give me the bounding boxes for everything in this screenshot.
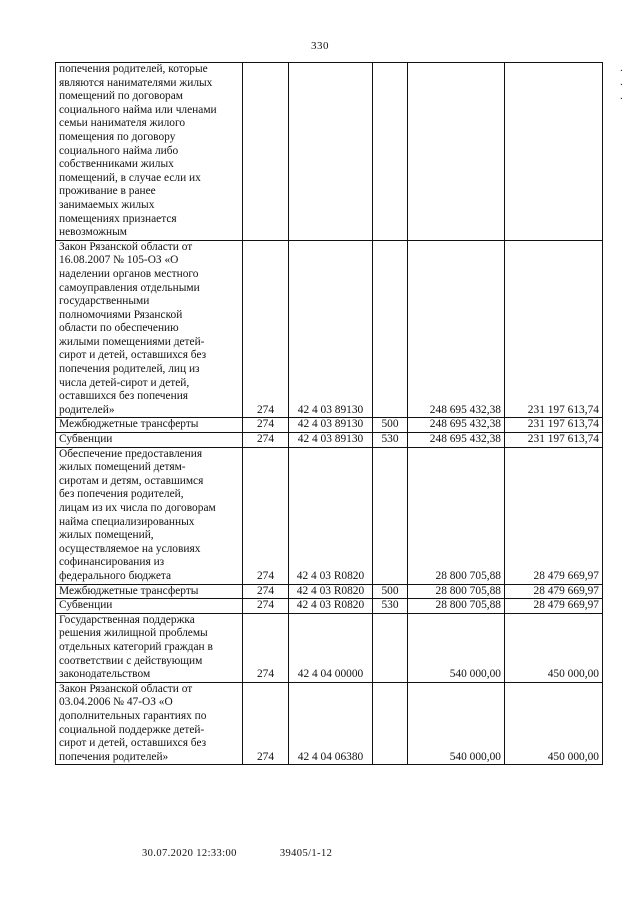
row-name-line: найма специализированных <box>59 515 195 528</box>
row-name-line: отдельных категорий граждан в <box>59 640 213 653</box>
row-name-line: Закон Рязанской области от <box>59 240 193 253</box>
table-row <box>56 584 603 599</box>
csr-cell: 42 4 03 R0820 <box>289 447 373 584</box>
ved-cell: 274 <box>243 613 289 682</box>
vr-cell: 500 <box>373 418 408 433</box>
row-name-cell <box>56 447 243 584</box>
row-name-line: Субвенции <box>59 433 113 446</box>
row-name-line: помещениях признается <box>59 212 177 225</box>
row-name-line: числа детей-сирот и детей, <box>59 376 190 389</box>
footer-timestamp: 30.07.2020 12:33:00 <box>142 848 237 859</box>
row-name-cell <box>56 613 243 682</box>
row-name-line: социальной поддержке детей- <box>59 723 205 736</box>
row-name-line: 03.04.2006 № 47-ОЗ «О <box>59 696 173 709</box>
row-name-line: проживание в ранее <box>59 185 156 198</box>
row-name-line: сирот и детей, оставшихся без <box>59 737 207 750</box>
row-name-line: жилых помещений детям- <box>59 461 186 474</box>
row-name-line: жилых помещений, <box>59 529 154 542</box>
budget-table <box>55 62 603 765</box>
row-name-line: соответствии с действующим <box>59 654 203 667</box>
row-name-cell <box>56 433 243 448</box>
sum-2021-cell <box>505 63 603 241</box>
row-name-cell <box>56 584 243 599</box>
row-name-line: полномочиями Рязанской <box>59 308 183 321</box>
row-name-line: собственниками жилых <box>59 158 174 171</box>
footer-doc-code: 39405/1-12 <box>279 848 333 859</box>
row-name-line: Обеспечение предоставления <box>59 447 203 460</box>
row-name-line: попечения родителей» <box>59 750 169 763</box>
row-name-line: сирот и детей, оставшихся без <box>59 349 207 362</box>
ved-cell: 274 <box>243 599 289 614</box>
table-row <box>56 240 603 418</box>
row-name-line: невозможным <box>59 226 127 239</box>
table-row <box>56 447 603 584</box>
row-name-line: дополнительных гарантиях по <box>59 709 207 722</box>
ved-cell: 274 <box>243 447 289 584</box>
ved-cell: 274 <box>243 418 289 433</box>
sum-2020-cell: 248 695 432,38 <box>408 240 505 418</box>
row-name-line: наделении органов местного <box>59 267 199 280</box>
row-name-cell <box>56 240 243 418</box>
table-row <box>56 613 603 682</box>
sum-2020-cell: 28 800 705,88 <box>408 599 505 614</box>
sum-2021-cell: 231 197 613,74 <box>505 433 603 448</box>
margin-marks <box>620 62 623 104</box>
row-name-line: софинансирования из <box>59 556 165 569</box>
row-name-line: Межбюджетные трансферты <box>59 584 199 597</box>
row-name-line: родителей» <box>59 403 115 416</box>
csr-cell: 42 4 03 89130 <box>289 240 373 418</box>
budget-table-body <box>56 63 603 765</box>
page-number: 330 <box>311 40 329 52</box>
sum-2020-cell <box>408 63 505 241</box>
row-name-line: Межбюджетные трансферты <box>59 418 199 431</box>
table-row <box>56 682 603 765</box>
table-row <box>56 433 603 448</box>
ved-cell: 274 <box>243 682 289 765</box>
row-name-cell <box>56 63 243 241</box>
row-name-line: лицам из их числа по договорам <box>59 502 216 514</box>
row-name-line: сиротам и детям, оставшимся <box>59 474 204 487</box>
margin-mark: . <box>620 76 623 88</box>
sum-2020-cell: 28 800 705,88 <box>408 584 505 599</box>
row-name-line: федерального бюджета <box>59 569 172 582</box>
table-row <box>56 599 603 614</box>
sum-2021-cell: 231 197 613,74 <box>505 240 603 418</box>
vr-cell <box>373 63 408 241</box>
row-name-line: семьи нанимателя жилого <box>59 117 186 130</box>
row-name-line: социального найма либо <box>59 144 179 157</box>
table-row <box>56 63 603 241</box>
row-name-line: Государственная поддержка <box>59 613 195 626</box>
row-name-line: 16.08.2007 № 105-ОЗ «О <box>59 254 179 267</box>
sum-2020-cell: 28 800 705,88 <box>408 447 505 584</box>
ved-cell <box>243 63 289 241</box>
csr-cell: 42 4 03 89130 <box>289 418 373 433</box>
row-name-line: оставшихся без попечения <box>59 390 189 403</box>
row-name-line: жилыми помещениями детей- <box>59 335 205 348</box>
row-name-line: социального найма или членами <box>59 103 217 116</box>
sum-2021-cell: 231 197 613,74 <box>505 418 603 433</box>
csr-cell <box>289 63 373 241</box>
sum-2020-cell: 248 695 432,38 <box>408 433 505 448</box>
row-name-line: являются нанимателями жилых <box>59 76 213 89</box>
sum-2021-cell: 28 479 669,97 <box>505 599 603 614</box>
vr-cell <box>373 682 408 765</box>
row-name-line: помещений, в случае если их <box>59 171 201 184</box>
vr-cell <box>373 613 408 682</box>
row-name-cell <box>56 418 243 433</box>
sum-2020-cell: 248 695 432,38 <box>408 418 505 433</box>
row-name-line: без попечения родителей, <box>59 488 184 501</box>
vr-cell: 500 <box>373 584 408 599</box>
ved-cell: 274 <box>243 433 289 448</box>
row-name-line: занимаемых жилых <box>59 198 155 211</box>
ved-cell: 274 <box>243 240 289 418</box>
csr-cell: 42 4 04 06380 <box>289 682 373 765</box>
sum-2021-cell: 28 479 669,97 <box>505 447 603 584</box>
table-row <box>56 418 603 433</box>
footer <box>142 848 372 859</box>
row-name-cell <box>56 682 243 765</box>
vr-cell: 530 <box>373 599 408 614</box>
vr-cell <box>373 447 408 584</box>
margin-mark: . <box>620 90 623 102</box>
sum-2020-cell: 540 000,00 <box>408 613 505 682</box>
csr-cell: 42 4 03 R0820 <box>289 599 373 614</box>
sum-2021-cell: 450 000,00 <box>505 613 603 682</box>
row-name-line: государственными <box>59 295 150 308</box>
sum-2020-cell: 540 000,00 <box>408 682 505 765</box>
row-name-line: самоуправления отдельными <box>59 281 200 294</box>
csr-cell: 42 4 03 89130 <box>289 433 373 448</box>
vr-cell: 530 <box>373 433 408 448</box>
row-name-cell <box>56 599 243 614</box>
csr-cell: 42 4 04 00000 <box>289 613 373 682</box>
row-name-line: Закон Рязанской области от <box>59 682 193 695</box>
vr-cell <box>373 240 408 418</box>
row-name-line: Субвенции <box>59 599 113 612</box>
row-name-line: попечения родителей, которые <box>59 63 208 75</box>
row-name-line: области по обеспечению <box>59 322 179 335</box>
margin-mark: . <box>620 62 623 74</box>
sum-2021-cell: 28 479 669,97 <box>505 584 603 599</box>
row-name-line: попечения родителей, лиц из <box>59 363 200 376</box>
sum-2021-cell: 450 000,00 <box>505 682 603 765</box>
ved-cell: 274 <box>243 584 289 599</box>
row-name-line: решения жилищной проблемы <box>59 627 208 640</box>
row-name-line: осуществляемое на условиях <box>59 542 201 555</box>
csr-cell: 42 4 03 R0820 <box>289 584 373 599</box>
row-name-line: помещения по договору <box>59 130 176 143</box>
row-name-line: законодательством <box>59 668 151 681</box>
row-name-line: помещений по договорам <box>59 90 183 103</box>
